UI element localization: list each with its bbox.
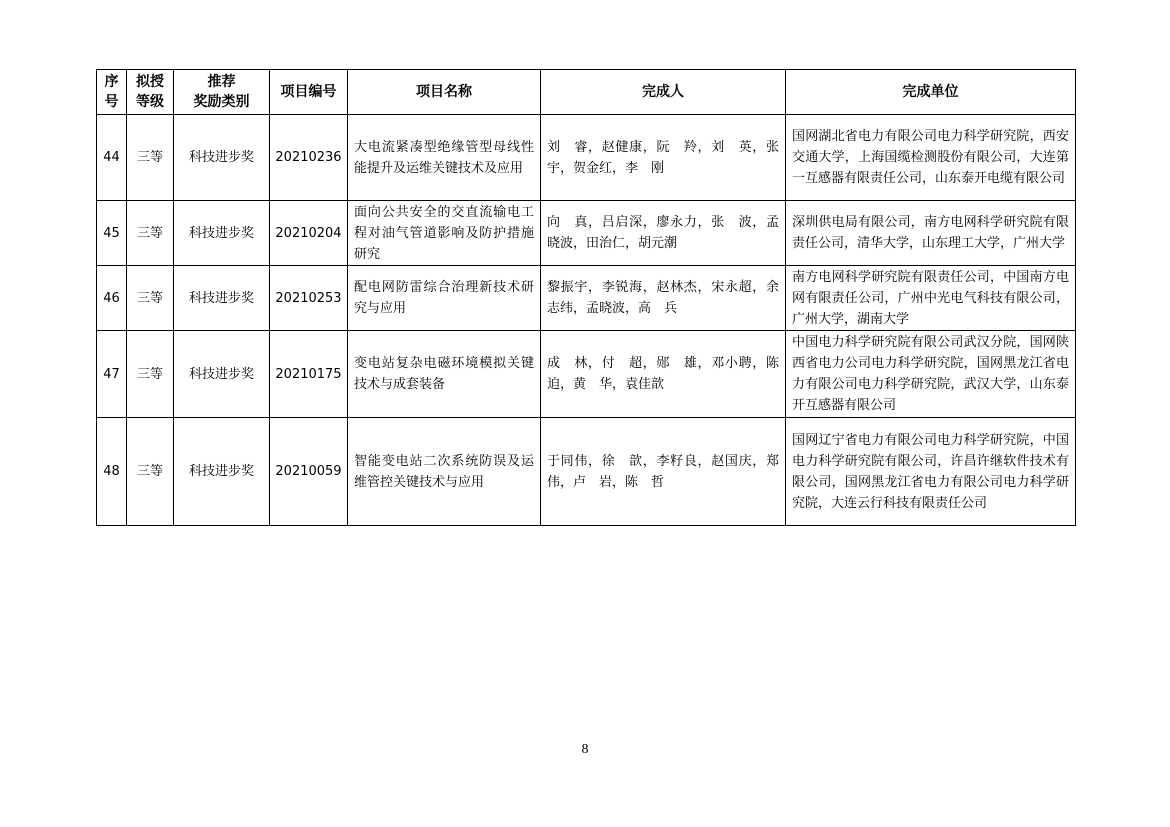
award-table xyxy=(96,69,1076,526)
cell-project-no: 20210204 xyxy=(270,201,348,266)
cell-completers: 刘 睿，赵健康，阮 羚，刘 英，张 宇，贺金红，李 刚 xyxy=(541,115,786,201)
cell-category: 科技进步奖 xyxy=(174,201,270,266)
cell-project-no: 20210253 xyxy=(270,266,348,331)
cell-category: 科技进步奖 xyxy=(174,418,270,526)
header-index-line-1: 序 xyxy=(104,74,119,90)
cell-completers: 黎振宇，李锐海，赵林杰，宋永超，余志纬，孟晓波，高 兵 xyxy=(541,266,786,331)
cell-project-no: 20210175 xyxy=(270,331,348,418)
cell-project-name: 智能变电站二次系统防误及运维管控关键技术与应用 xyxy=(348,418,541,526)
header-grade-line-2: 等级 xyxy=(136,94,164,110)
cell-index: 48 xyxy=(97,418,127,526)
cell-units: 中国电力科学研究院有限公司武汉分院，国网陕西省电力公司电力科学研究院，国网黑龙江省电力有限公司电力科学研究院，武汉大学，山东泰开互感器有限公司 xyxy=(786,331,1076,418)
header-units: 完成单位 xyxy=(786,70,1076,115)
header-project-no: 项目编号 xyxy=(270,70,348,115)
header-grade xyxy=(127,70,174,115)
header-completers: 完成人 xyxy=(541,70,786,115)
cell-completers: 于同伟，徐 歆，李籽良，赵国庆，郑 伟，卢 岩，陈 哲 xyxy=(541,418,786,526)
cell-category: 科技进步奖 xyxy=(174,115,270,201)
cell-index: 44 xyxy=(97,115,127,201)
cell-units: 深圳供电局有限公司，南方电网科学研究院有限责任公司，清华大学，山东理工大学，广州大学 xyxy=(786,201,1076,266)
header-project-name: 项目名称 xyxy=(348,70,541,115)
header-index xyxy=(97,70,127,115)
header-category-line-1: 推荐 xyxy=(207,74,236,90)
cell-grade: 三等 xyxy=(127,115,174,201)
page-number: 8 xyxy=(581,742,589,757)
table-row xyxy=(97,418,1076,526)
cell-units: 南方电网科学研究院有限责任公司，中国南方电网有限责任公司，广州中光电气科技有限公司，广州大学，湖南大学 xyxy=(786,266,1076,331)
cell-project-no: 20210059 xyxy=(270,418,348,526)
cell-project-name: 面向公共安全的交直流输电工程对油气管道影响及防护措施研究 xyxy=(348,201,541,266)
cell-grade: 三等 xyxy=(127,331,174,418)
cell-grade: 三等 xyxy=(127,266,174,331)
cell-units: 国网湖北省电力有限公司电力科学研究院，西安交通大学，上海国缆检测股份有限公司，大连第一互感器有限责任公司，山东泰开电缆有限公司 xyxy=(786,115,1076,201)
cell-index: 45 xyxy=(97,201,127,266)
cell-project-name: 配电网防雷综合治理新技术研究与应用 xyxy=(348,266,541,331)
cell-category: 科技进步奖 xyxy=(174,266,270,331)
table-row xyxy=(97,115,1076,201)
header-grade-line-1: 拟授 xyxy=(136,74,164,90)
cell-completers: 向 真，吕启深，廖永力，张 波，孟晓波，田治仁，胡元潮 xyxy=(541,201,786,266)
cell-project-no: 20210236 xyxy=(270,115,348,201)
table-row xyxy=(97,201,1076,266)
header-category-line-2: 奖励类别 xyxy=(193,94,250,110)
header-category xyxy=(174,70,270,115)
cell-index: 46 xyxy=(97,266,127,331)
cell-units: 国网辽宁省电力有限公司电力科学研究院，中国电力科学研究院有限公司，许昌许继软件技术有限公司，国网黑龙江省电力有限公司电力科学研究院，大连云行科技有限责任公司 xyxy=(786,418,1076,526)
cell-grade: 三等 xyxy=(127,201,174,266)
cell-completers: 成 林，付 超，郧 雄，邓小聘，陈 迫，黄 华，袁佳歆 xyxy=(541,331,786,418)
cell-category: 科技进步奖 xyxy=(174,331,270,418)
cell-project-name: 变电站复杂电磁环境模拟关键技术与成套装备 xyxy=(348,331,541,418)
table-row xyxy=(97,266,1076,331)
cell-grade: 三等 xyxy=(127,418,174,526)
table-row xyxy=(97,331,1076,418)
cell-index: 47 xyxy=(97,331,127,418)
cell-project-name: 大电流紧凑型绝缘管型母线性能提升及运维关键技术及应用 xyxy=(348,115,541,201)
header-row xyxy=(97,70,1076,115)
header-index-line-2: 号 xyxy=(104,94,119,110)
